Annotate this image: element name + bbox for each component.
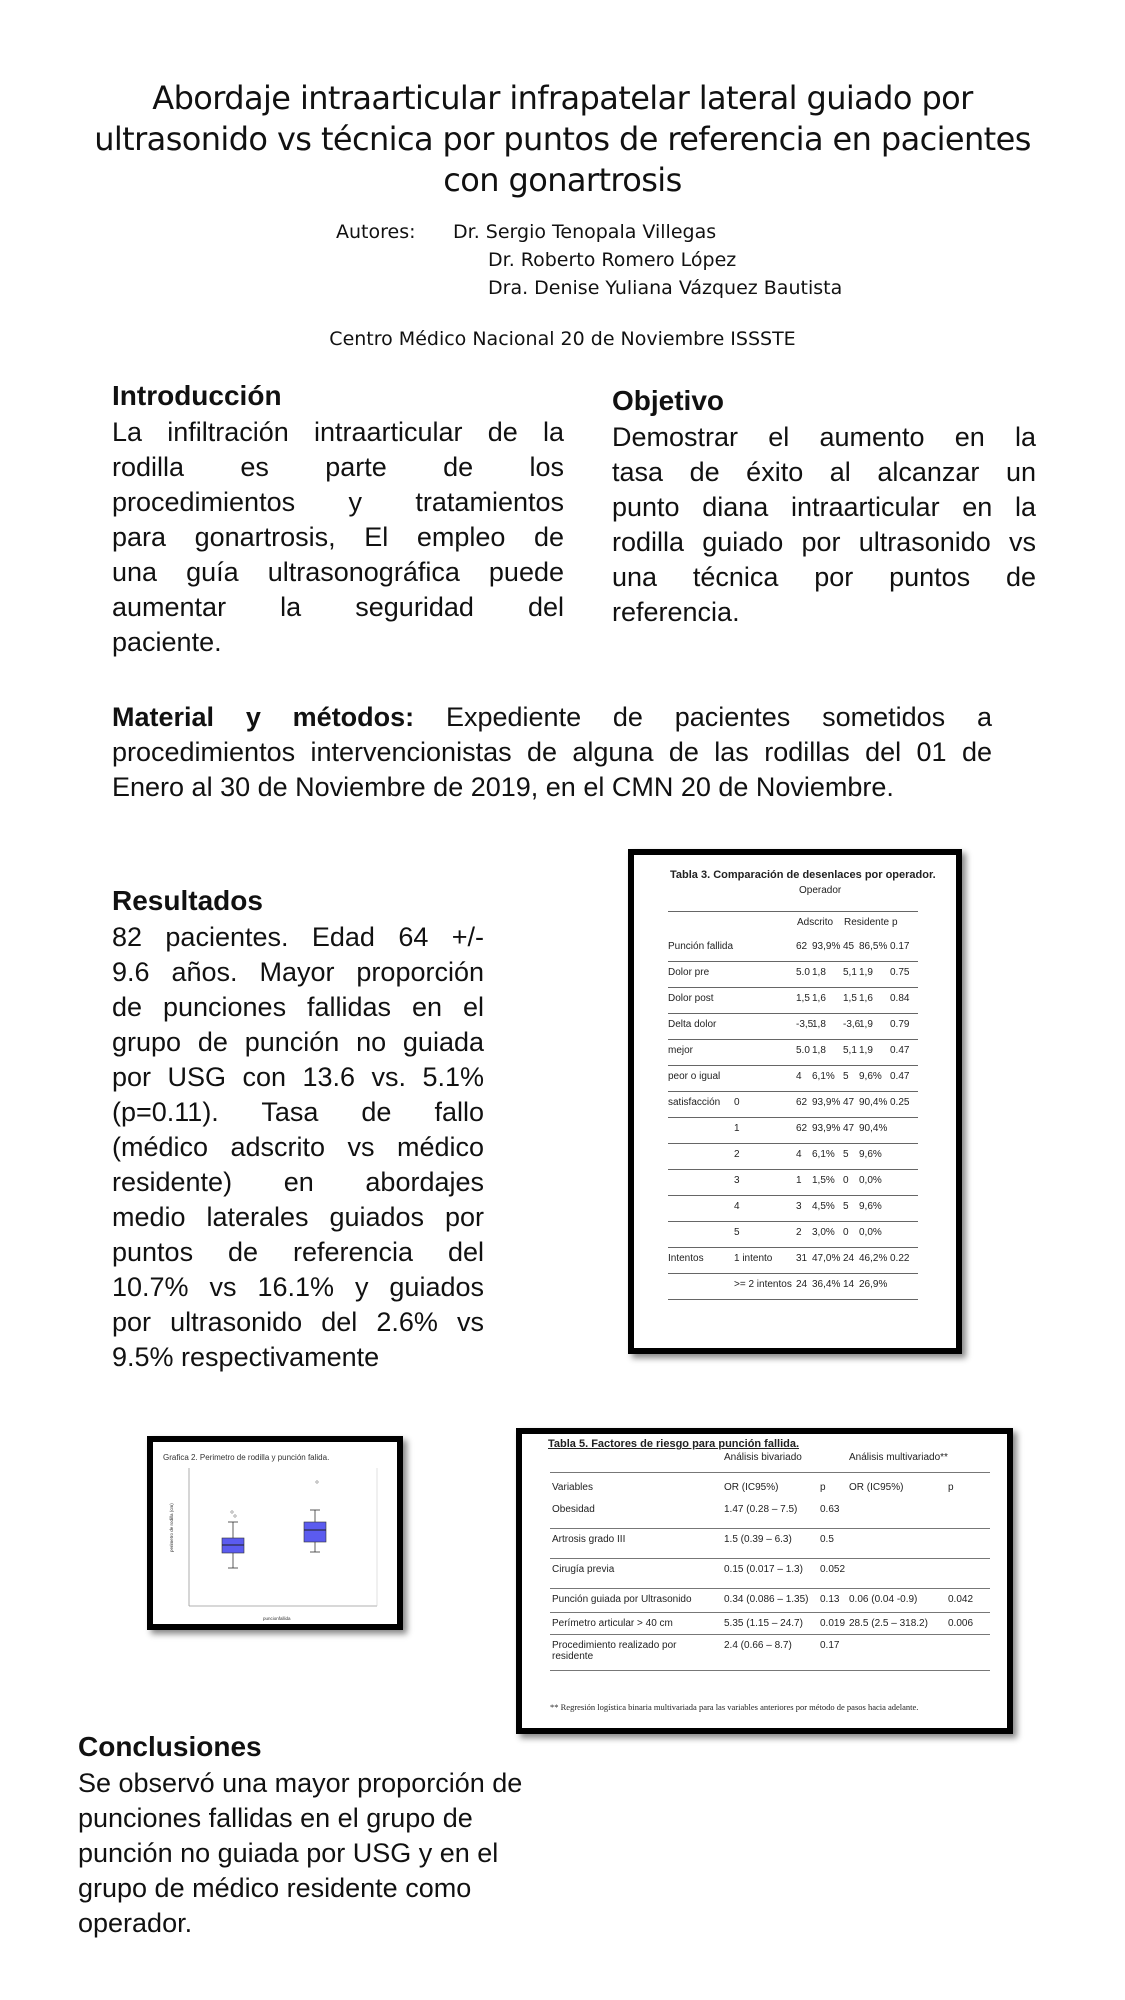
table5-cell-p1: 0.052: [820, 1564, 846, 1575]
objective-line: referencia.: [612, 597, 740, 627]
conclusions-line: punciones fallidas en el grupo de: [78, 1803, 473, 1833]
title-line: Abordaje intraarticular infrapatelar lateral guiado por: [152, 79, 973, 117]
results-line: 10.7% vs 16.1% y guiados: [112, 1272, 484, 1302]
table3-cell-ap: 1,8: [812, 1045, 826, 1056]
table3-cell-a: 24: [796, 1279, 808, 1290]
results-line: 9.6 años. Mayor proporción: [112, 957, 484, 987]
table5-cell-p1: 0.13: [820, 1594, 840, 1605]
table5-row: [550, 1498, 990, 1529]
results-text: [112, 920, 484, 1375]
table3-row: [668, 1169, 918, 1196]
objective-line: punto diana intraarticular en la: [612, 492, 1036, 522]
results-line: por ultrasonido del 2.6% vs: [112, 1307, 484, 1337]
table3-cell-ap: 6,1%: [812, 1149, 835, 1160]
results-line: de punciones fallidas en el: [112, 992, 484, 1022]
table3-cell-ap: 6,1%: [812, 1071, 835, 1082]
intro-line: aumentar la seguridad del: [112, 592, 564, 622]
results-line: residente) en abordajes: [112, 1167, 484, 1197]
table3-cell-rp: 46,2%: [859, 1253, 888, 1264]
table3-cell-r: 0: [843, 1227, 849, 1238]
table5-cell-v: Procedimiento realizado por residente: [552, 1640, 677, 1662]
objective-line: una técnica por puntos de: [612, 562, 1036, 592]
table5-col-p2: p: [948, 1482, 954, 1493]
objective-heading: Objetivo: [612, 385, 725, 416]
outlier-no: [234, 1515, 236, 1517]
results-heading: Resultados: [112, 885, 263, 916]
institution: Centro Médico Nacional 20 de Noviembre ISSSTE: [329, 328, 796, 350]
table3-row: [668, 1143, 918, 1170]
table3-rule: [668, 911, 918, 912]
table3-cell-r: 0: [843, 1175, 849, 1186]
intro-line: procedimientos y tratamientos: [112, 487, 564, 517]
methods-line: [112, 700, 992, 735]
table3-row: [668, 1091, 918, 1118]
table3-cell-rp: 86,5%: [859, 941, 888, 952]
table3-cell-rp: 1,9: [859, 1019, 873, 1030]
results-line: 82 pacientes. Edad 64 +/-: [112, 922, 484, 952]
table5-cell-or2: 0.06 (0.04 -0.9): [849, 1594, 918, 1605]
table3-cell-r: -3,6: [843, 1019, 861, 1030]
table3-cell-label: Dolor pre: [668, 967, 710, 978]
table3-cell-a: 4: [796, 1071, 802, 1082]
table3-group-header: Operador: [799, 885, 842, 896]
conclusions-line: grupo de médico residente como: [78, 1873, 472, 1903]
table3-cell-a: 1: [796, 1175, 802, 1186]
table3-cell-ap: 1,8: [812, 1019, 826, 1030]
table3-cell-p: 0.25: [890, 1097, 910, 1108]
table3-cell-r: 47: [843, 1123, 855, 1134]
intro-text: [112, 415, 564, 660]
table5-col-p1: p: [820, 1482, 826, 1493]
intro-line: rodilla es parte de los: [112, 452, 564, 482]
table3-cell-sub: 3: [734, 1175, 740, 1186]
table3-cell-a: 4: [796, 1149, 802, 1160]
results-line: grupo de punción no guiada: [112, 1027, 484, 1057]
table3-row: [668, 1221, 918, 1248]
graph2-title: Grafica 2. Perimetro de rodilla y punción falida.: [163, 1453, 330, 1462]
graph2-chart: [153, 1442, 397, 1624]
conclusions-line: punción no guiada por USG y en el: [78, 1838, 499, 1868]
table5-row: [550, 1612, 990, 1635]
table3-cell-a: 5.0: [796, 1045, 810, 1056]
table3-cell-a: 62: [796, 1097, 808, 1108]
table3-cell-p: 0.84: [890, 993, 910, 1004]
results-line: (médico adscrito vs médico: [112, 1132, 484, 1162]
table3-frame: [628, 849, 962, 1354]
author-3: Dra. Denise Yuliana Vázquez Bautista: [488, 277, 843, 299]
table3-cell-a: 5.0: [796, 967, 810, 978]
table5-row: [550, 1528, 990, 1559]
table3-cell-ap: 1,8: [812, 967, 826, 978]
table3-cell-label: Dolor post: [668, 993, 714, 1004]
table5-cell-v: Punción guiada por Ultrasonido: [552, 1594, 692, 1605]
table5-cell-or2: 28.5 (2.5 – 318.2): [849, 1618, 928, 1629]
table3-cell-label: satisfacción: [668, 1097, 721, 1108]
table3-cell-sub: >= 2 intentos: [734, 1279, 792, 1290]
table3-cell-ap: 1,5%: [812, 1175, 835, 1186]
objective-line: tasa de éxito al alcanzar un: [612, 457, 1036, 487]
table3-cell-label: Punción fallida: [668, 941, 734, 952]
table3-cell-a: 2: [796, 1227, 802, 1238]
table3-col-adscrito: Adscrito: [797, 917, 834, 928]
table3-cell-rp: 90,4%: [859, 1123, 888, 1134]
table3-cell-sub: 1 intento: [734, 1253, 773, 1264]
table3-cell-p: 0.75: [890, 967, 910, 978]
table5-cell-or1: 2.4 (0.66 – 8.7): [724, 1640, 792, 1651]
table3-cell-a: 62: [796, 941, 808, 952]
table5-cell-v: Cirugía previa: [552, 1564, 615, 1575]
table3-cell-rp: 1,9: [859, 1045, 873, 1056]
table3-cell-ap: 93,9%: [812, 1097, 841, 1108]
table5-title: Tabla 5. Factores de riesgo para punción fallida.: [548, 1438, 800, 1450]
table3-cell-a: 31: [796, 1253, 808, 1264]
objective-line: rodilla guiado por ultrasonido vs: [612, 527, 1036, 557]
table3-cell-r: 5,1: [843, 1045, 857, 1056]
table3-row: [668, 1013, 918, 1040]
table3-col-residente: Residente: [844, 917, 890, 928]
table5-col-or1: OR (IC95%): [724, 1482, 779, 1493]
table3-cell-r: 5,1: [843, 967, 857, 978]
table3-cell-label: Intentos: [668, 1253, 704, 1264]
table3-row: [668, 1273, 918, 1300]
table3-cell-r: 24: [843, 1253, 855, 1264]
table5-cell-p1: 0.17: [820, 1640, 840, 1651]
table3-cell-a: 62: [796, 1123, 808, 1134]
table5-rule: [550, 1472, 990, 1473]
table3-cell-r: 1,5: [843, 993, 857, 1004]
table5-cell-p1: 0.019: [820, 1618, 846, 1629]
table3-row: [668, 935, 918, 962]
title-line: ultrasonido vs técnica por puntos de referencia en pacientes: [94, 120, 1031, 158]
outlier-yes: [316, 1481, 318, 1483]
table3-cell-p: 0.79: [890, 1019, 910, 1030]
intro-line: La infiltración intraarticular de la: [112, 417, 564, 447]
table3-cell-ap: 93,9%: [812, 941, 841, 952]
table5-group-multivariado: Análisis multivariado**: [849, 1452, 948, 1463]
table3-cell-r: 5: [843, 1149, 849, 1160]
table3-cell-sub: 5: [734, 1227, 740, 1238]
table5-row: [550, 1558, 990, 1589]
methods-line: procedimientos intervencionistas de alguna de las rodillas del 01 de: [112, 737, 992, 767]
table5-group-bivariado: Análisis bivariado: [724, 1452, 802, 1463]
table5-cell-p2: 0.042: [948, 1594, 974, 1605]
table3-cell-rp: 0,0%: [859, 1227, 882, 1238]
table3-cell-sub: 0: [734, 1097, 740, 1108]
authors-label: Autores:: [336, 221, 416, 243]
table3-cell-r: 45: [843, 941, 855, 952]
table3-row: [668, 1039, 918, 1066]
table3-cell-label: mejor: [668, 1045, 694, 1056]
table3-cell-rp: 1,6: [859, 993, 873, 1004]
table3-cell-p: 0.47: [890, 1045, 910, 1056]
table3-cell-rp: 1,9: [859, 967, 873, 978]
table3-cell-a: -3,5: [796, 1019, 814, 1030]
table3-cell-ap: 47,0%: [812, 1253, 841, 1264]
table3-cell-label: peor o igual: [668, 1071, 721, 1082]
table3-cell-p: 0.17: [890, 941, 910, 952]
table3-cell-p: 0.22: [890, 1253, 910, 1264]
table3-cell-p: 0.47: [890, 1071, 910, 1082]
table3-cell-sub: 2: [734, 1149, 740, 1160]
intro-heading: Introducción: [112, 380, 282, 411]
table5-row: [550, 1634, 990, 1671]
table3-cell-ap: 36,4%: [812, 1279, 841, 1290]
table3-cell-r: 5: [843, 1071, 849, 1082]
table5-row: [550, 1588, 990, 1613]
results-line: medio laterales guiados por: [112, 1202, 484, 1232]
results-line: 9.5% respectivamente: [112, 1342, 380, 1372]
table5-cell-or1: 0.34 (0.086 – 1.35): [724, 1594, 809, 1605]
author-1: Dr. Sergio Tenopala Villegas: [453, 221, 717, 243]
methods-text: [112, 700, 992, 805]
conclusions-line: operador.: [78, 1908, 193, 1938]
table3-cell-ap: 3,0%: [812, 1227, 835, 1238]
objective-line: Demostrar el aumento en la: [612, 422, 1036, 452]
table5-cell-v: Obesidad: [552, 1504, 595, 1515]
table5-cell-p1: 0.63: [820, 1504, 840, 1515]
results-line: puntos de referencia del: [112, 1237, 484, 1267]
table5-col-variables: Variables: [552, 1482, 593, 1493]
table5-cell-or1: 1.47 (0.28 – 7.5): [724, 1504, 798, 1515]
table5-cell-or1: 0.15 (0.017 – 1.3): [724, 1564, 803, 1575]
table3-row: [668, 1117, 918, 1144]
intro-line: una guía ultrasonográfica puede: [112, 557, 564, 587]
poster-title: [80, 78, 1045, 201]
box-yes: [304, 1522, 326, 1542]
table5-cell-v: Artrosis grado III: [552, 1534, 626, 1545]
conclusions-text: [78, 1766, 598, 1941]
table3-cell-rp: 9,6%: [859, 1071, 882, 1082]
table3-row: [668, 961, 918, 988]
conclusions-line: Se observó una mayor proporción de: [78, 1768, 523, 1798]
table5-cell-p1: 0.5: [820, 1534, 834, 1545]
author-2: Dr. Roberto Romero López: [488, 249, 737, 271]
table5-cell-or1: 1.5 (0.39 – 6.3): [724, 1534, 792, 1545]
table3-cell-rp: 9,6%: [859, 1149, 882, 1160]
table3-cell-ap: 93,9%: [812, 1123, 841, 1134]
graph2-ylabel: perimetro de rodilla (cm): [169, 1503, 174, 1552]
title-line: con gonartrosis: [443, 161, 682, 199]
table3-col-p: p: [892, 917, 898, 928]
table3-cell-ap: 4,5%: [812, 1201, 835, 1212]
graph2-xlabel: puncionfallida: [263, 1616, 291, 1621]
intro-line: paciente.: [112, 627, 222, 657]
table3-cell-rp: 9,6%: [859, 1201, 882, 1212]
objective-text: [612, 420, 1036, 630]
graph2-frame: [147, 1436, 403, 1630]
table3-title: Tabla 3. Comparación de desenlaces por operador.: [670, 869, 936, 881]
table3-row: [668, 1247, 918, 1274]
table3-row: [668, 987, 918, 1014]
methods-line: Enero al 30 de Noviembre de 2019, en el CMN 20 de Noviembre.: [112, 772, 894, 802]
table5-cell-or1: 5.35 (1.15 – 24.7): [724, 1618, 803, 1629]
table3-cell-a: 3: [796, 1201, 802, 1212]
table3-cell-label: Delta dolor: [668, 1019, 717, 1030]
table5-footnote: ** Regresión logística binaria multivariada para las variables anteriores por método de pasos hacia adelante.: [550, 1702, 919, 1712]
table3-cell-rp: 90,4%: [859, 1097, 888, 1108]
table3-cell-r: 5: [843, 1201, 849, 1212]
table3-cell-r: 47: [843, 1097, 855, 1108]
results-line: (p=0.11). Tasa de fallo: [112, 1097, 484, 1127]
table5-col-or2: OR (IC95%): [849, 1482, 904, 1493]
table5-cell-v: Perímetro articular > 40 cm: [552, 1618, 673, 1629]
table5-cell-p2: 0.006: [948, 1618, 974, 1629]
methods-heading: Material y métodos:: [112, 702, 415, 732]
table3-cell-r: 14: [843, 1279, 855, 1290]
table3-row: [668, 1065, 918, 1092]
table3-cell-sub: 1: [734, 1123, 740, 1134]
methods-line-1: Expediente de pacientes sometidos a: [414, 702, 992, 732]
results-line: por USG con 13.6 vs. 5.1%: [112, 1062, 484, 1092]
table5-frame: [516, 1428, 1013, 1734]
table3-cell-rp: 0,0%: [859, 1175, 882, 1186]
table3-cell-a: 1,5: [796, 993, 810, 1004]
table3-cell-rp: 26,9%: [859, 1279, 888, 1290]
table3-cell-sub: 4: [734, 1201, 740, 1212]
intro-line: para gonartrosis, El empleo de: [112, 522, 564, 552]
outlier-no: [231, 1511, 233, 1513]
table3-row: [668, 1195, 918, 1222]
table3-cell-ap: 1,6: [812, 993, 826, 1004]
conclusions-heading: Conclusiones: [78, 1731, 262, 1762]
